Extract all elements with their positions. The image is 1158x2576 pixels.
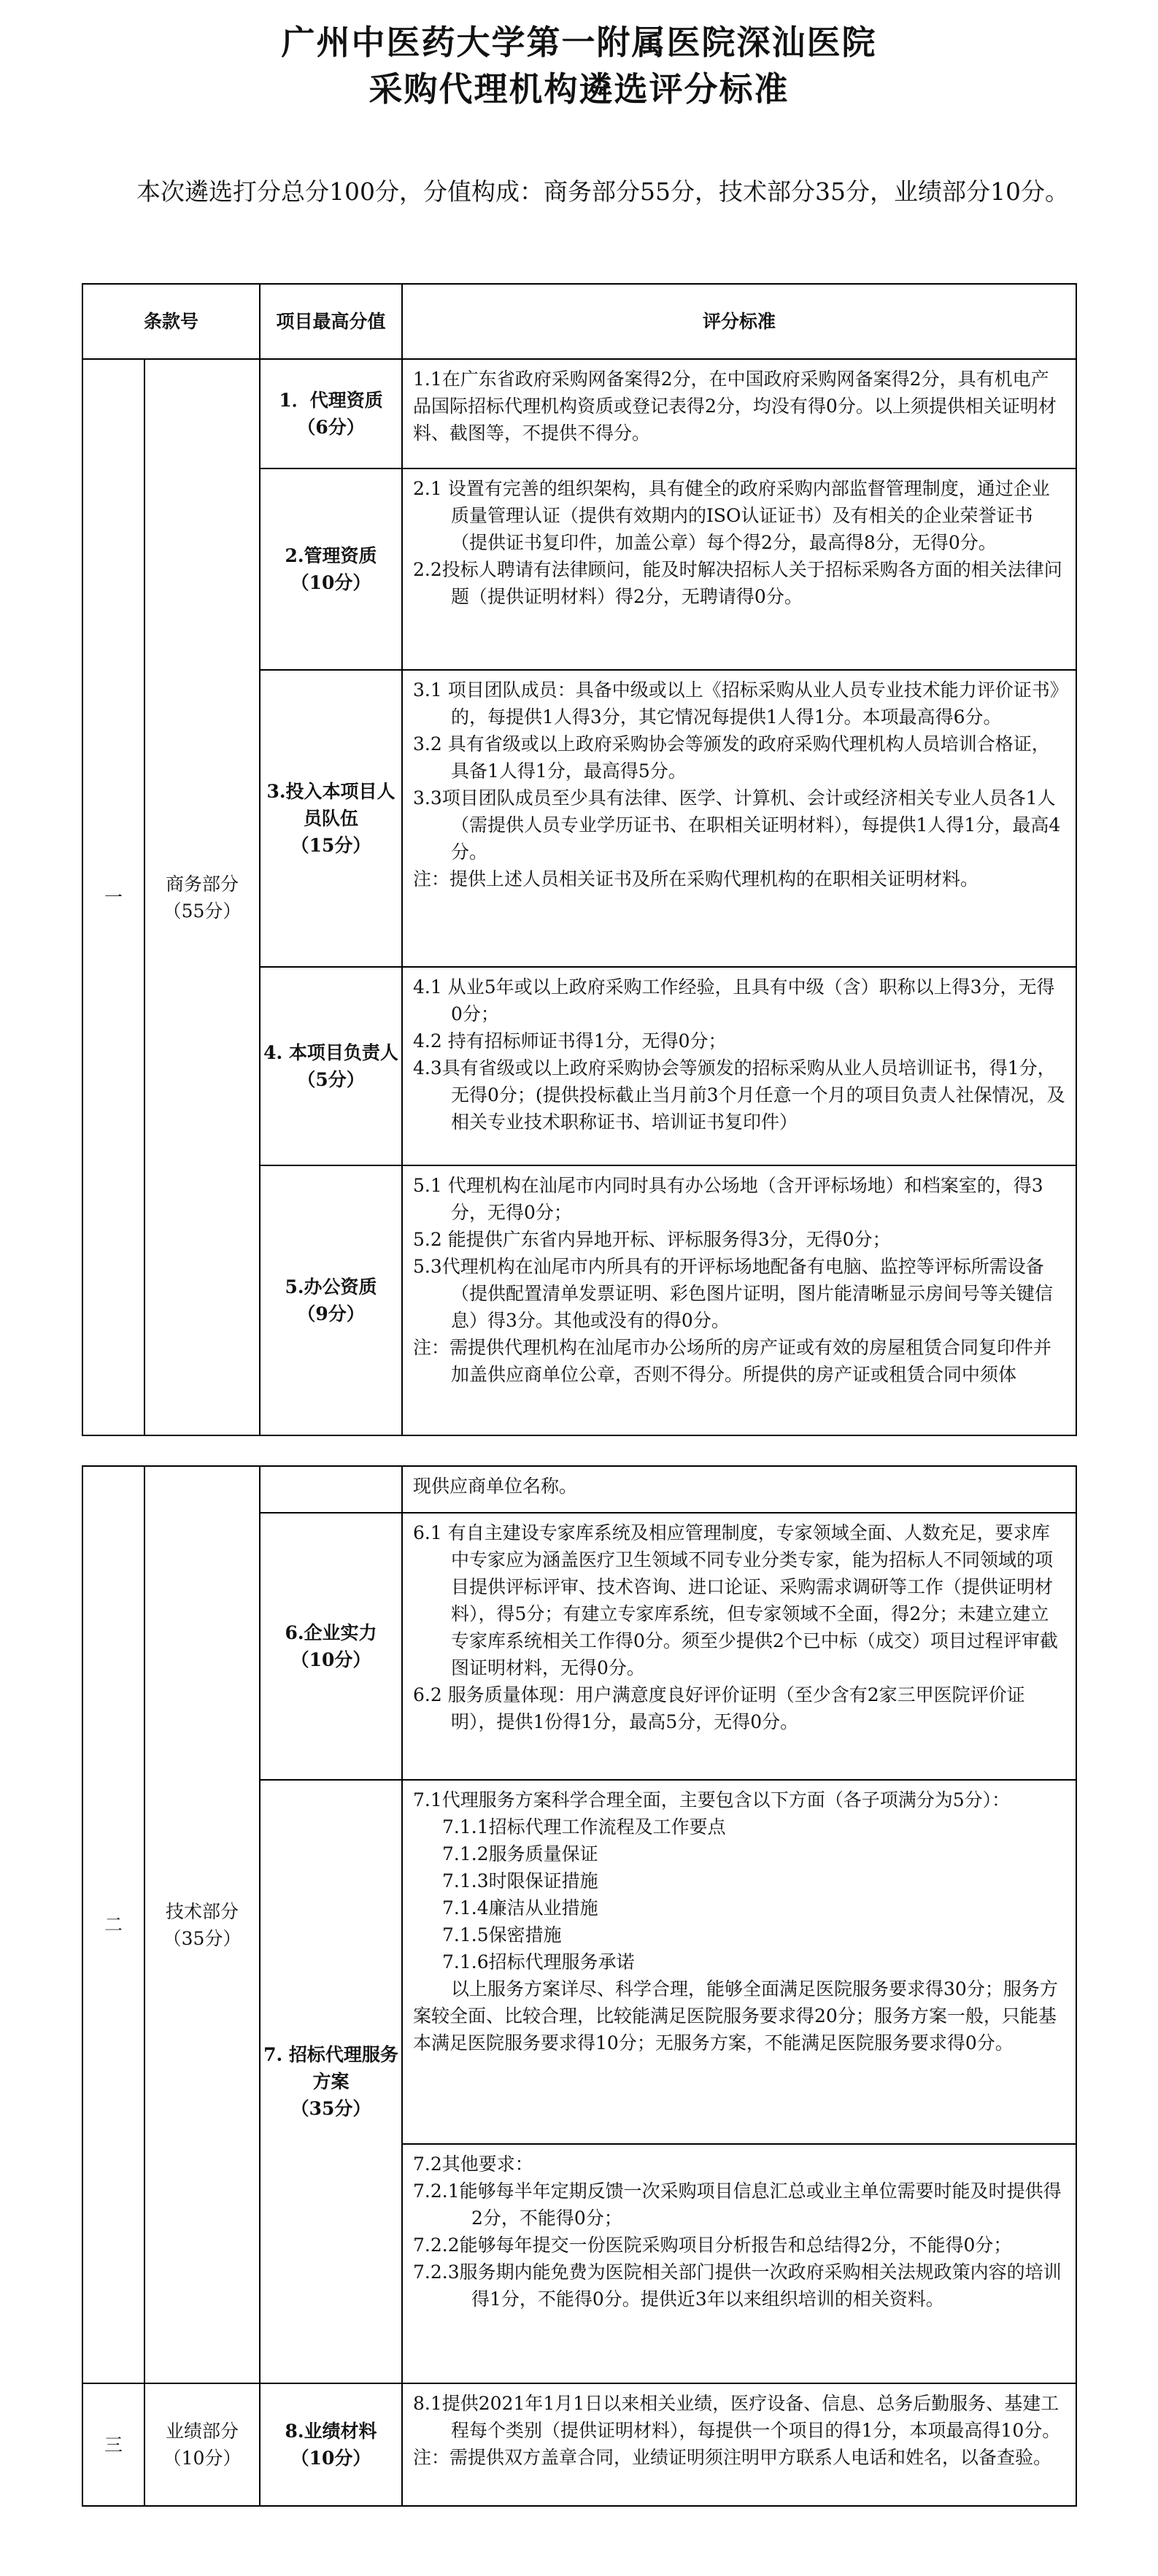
section2-score: （35分） xyxy=(163,1927,242,1949)
item3-cell xyxy=(260,670,402,967)
criteria-note: 注：需提供双方盖章合同，业绩证明须注明甲方联系人电话和姓名，以备查验。 xyxy=(413,2447,1052,2468)
section1-name: 商务部分 xyxy=(166,873,239,895)
header-item-max: 项目最高分值 xyxy=(260,284,402,359)
item5-name: 5.办公资质 xyxy=(285,1276,377,1297)
criteria-line: 以上服务方案详尽、科学合理，能够全面满足医院服务要求得30分；服务方案较全面、比较合理，比较能满足医院服务要求得20分；服务方案一般，只能基本满足医院服务要求得10分；无服务方案，不能满足医院服务要求得0分。 xyxy=(413,1978,1058,2054)
criteria-line: 现供应商单位名称。 xyxy=(413,1476,578,1497)
criteria-line: 5.1 代理机构在汕尾市内同时具有办公场地（含开评标场地）和档案室的，得3分，无得0分； xyxy=(413,1175,1043,1223)
section2-number: 二 xyxy=(82,1466,144,2383)
criteria-line: 3.3项目团队成员至少具有法律、医学、计算机、会计或经济相关专业人员各1人（需提供人员专业学历证书、在职相关证明材料），每提供1人得1分，最高4分。 xyxy=(413,787,1061,863)
criteria-line: 5.3代理机构在汕尾市内所具有的开评标场地配备有电脑、监控等评标所需设备（提供配置清单发票证明、彩色图片证明，图片能清晰显示房间号等关键信息）得3分。其他或没有的得0分。 xyxy=(413,1256,1054,1331)
document-title-line1: 广州中医药大学第一附属医院深汕医院 xyxy=(281,23,877,62)
item8-name: 8.业绩材料 xyxy=(285,2421,377,2442)
item6-criteria xyxy=(402,1513,1076,1780)
criteria-subitem: 7.1.6招标代理服务承诺 xyxy=(442,1951,635,1973)
item3-criteria xyxy=(402,670,1076,967)
criteria-subitem: 7.1.4廉洁从业措施 xyxy=(442,1897,598,1918)
item1-cell xyxy=(260,359,402,468)
item5-score: （9分） xyxy=(297,1303,365,1324)
criteria-subitem: 7.1.2服务质量保证 xyxy=(442,1843,598,1864)
criteria-line: 7.2其他要求： xyxy=(413,2153,533,2175)
criteria-line: 7.2.2能够每年提交一份医院采购项目分析报告和总结得2分，不能得0分； xyxy=(413,2234,1012,2256)
criteria-line: 7.2.1能够每半年定期反馈一次采购项目信息汇总或业主单位需要时能及时提供得2分，不能得0分； xyxy=(413,2180,1062,2229)
criteria-note: 注：提供上述人员相关证书及所在采购代理机构的在职相关证明材料。 xyxy=(413,868,979,890)
criteria-note: 注：需提供代理机构在汕尾市办公场所的房产证或有效的房屋租赁合同复印件并加盖供应商单位公章，否则不得分。所提供的房产证或租赁合同中须体 xyxy=(413,1337,1052,1385)
criteria-line: 2.1 设置有完善的组织架构，具有健全的政府采购内部监督管理制度，通过企业质量管理认证（提供有效期内的ISO认证证书）及有相关的企业荣誉证书（提供证书复印件，加盖公章）每个得2分，最高得8分，无得0分。 xyxy=(413,478,1050,553)
item4-name: 4. 本项目负责人（5分） xyxy=(263,1042,398,1090)
item8-criteria xyxy=(402,2383,1076,2506)
item8-cell xyxy=(260,2383,402,2506)
item6-name: 6.企业实力 xyxy=(285,1622,377,1643)
item7-cell xyxy=(260,1780,402,2383)
continuation-criteria xyxy=(402,1466,1076,1513)
criteria-line: 1.1在广东省政府采购网备案得2分，在中国政府采购网备案得2分，具有机电产品国际招标代理机构资质或登记表得2分，均没有得0分。以上须提供相关证明材料、截图等，不提供不得分。 xyxy=(413,369,1057,444)
criteria-subitem: 7.1.1招标代理工作流程及工作要点 xyxy=(442,1816,726,1837)
section3-name-cell xyxy=(144,2383,260,2506)
item8-score: （10分） xyxy=(290,2448,371,2469)
item2-score: （10分） xyxy=(290,572,371,593)
criteria-line: 4.1 从业5年或以上政府采购工作经验，且具有中级（含）职称以上得3分，无得0分； xyxy=(413,976,1055,1025)
section3-number: 三 xyxy=(82,2383,144,2506)
criteria-line: 3.1 项目团队成员：具备中级或以上《招标采购从业人员专业技术能力评价证书》的，每提供1人得3分，其它情况每提供1人得1分。本项最高得6分。 xyxy=(413,679,1059,728)
scoring-table-part2 xyxy=(82,1465,1077,2507)
section1-name-cell xyxy=(144,359,260,1435)
criteria-subitem: 7.1.5保密措施 xyxy=(442,1924,562,1946)
item3-score: （15分） xyxy=(290,835,371,856)
item5-cell xyxy=(260,1165,402,1435)
item6-cell xyxy=(260,1513,402,1780)
item6-score: （10分） xyxy=(290,1649,371,1670)
criteria-line: 3.2 具有省级或以上政府采购协会等颁发的政府采购代理机构人员培训合格证，具备1人得1分，最高得5分。 xyxy=(413,733,1050,782)
criteria-line: 7.2.3服务期内能免费为医院相关部门提供一次政府采购相关法规政策内容的培训得1分，不能得0分。提供近3年以来组织培训的相关资料。 xyxy=(413,2261,1062,2310)
header-criteria: 评分标准 xyxy=(402,284,1076,359)
item7-criteria-a xyxy=(402,1780,1076,2144)
criteria-line: 4.3具有省级或以上政府采购协会等颁发的招标采购从业人员培训证书，得1分，无得0分；(提供投标截止当月前3个月任意一个月的项目负责人社保情况，及相关专业技术职称证书、培训证书复印件） xyxy=(413,1057,1065,1133)
section3-score: （10分） xyxy=(163,2448,242,2469)
item1-name: 1．代理资质 xyxy=(279,390,383,411)
criteria-line: 8.1提供2021年1月1日以来相关业绩，医疗设备、信息、总务后勤服务、基建工程每个类别（提供证明材料），每提供一个项目的得1分，本项最高得10分。 xyxy=(413,2393,1061,2441)
intro-paragraph: 本次遴选打分总分100分，分值构成：商务部分55分，技术部分35分，业绩部分10分。 xyxy=(136,177,1069,206)
criteria-subitem: 7.1.3时限保证措施 xyxy=(442,1870,598,1891)
header-clause: 条款号 xyxy=(82,284,260,359)
criteria-line: 6.1 有自主建设专家库系统及相应管理制度，专家领域全面、人数充足，要求库中专家应为涵盖医疗卫生领域不同专业分类专家，能为招标人不同领域的项目提供评标评审、技术咨询、进口论证、采购需求调研等工作（提供证明材料），得5分；有建立专家库系统，但专家领域不全面，得2分；未建立建立专家库系统相关工作得0分。须至少提供2个已中标（成交）项目过程评审截图证明材料，无得0分。 xyxy=(413,1522,1058,1678)
item4-criteria xyxy=(402,967,1076,1165)
scoring-table-part1 xyxy=(82,283,1077,1436)
section2-name: 技术部分 xyxy=(165,1900,239,1922)
item7-score: （35分） xyxy=(290,2098,371,2119)
item7-criteria-b xyxy=(402,2144,1076,2383)
criteria-line: 5.2 能提供广东省内异地开标、评标服务得3分，无得0分； xyxy=(413,1229,891,1250)
section1-number: 一 xyxy=(82,359,144,1435)
criteria-line: 7.1代理服务方案科学合理全面，主要包含以下方面（各子项满分为5分）： xyxy=(413,1789,1011,1810)
criteria-line: 2.2投标人聘请有法律顾问，能及时解决招标人关于招标采购各方面的相关法律问题（提供证明材料）得2分，无聘请得0分。 xyxy=(413,559,1062,607)
section1-score: （55分） xyxy=(163,900,242,922)
item2-name: 2.管理资质 xyxy=(285,545,377,566)
item1-score: （6分） xyxy=(297,417,365,438)
section2-name-cell xyxy=(144,1466,260,2383)
item5-criteria xyxy=(402,1165,1076,1435)
item4-cell xyxy=(260,967,402,1165)
continuation-item-cell xyxy=(260,1466,402,1513)
criteria-line: 6.2 服务质量体现：用户满意度良好评价证明（至少含有2家三甲医院评价证明），提供1份得1分，最高5分，无得0分。 xyxy=(413,1684,1025,1732)
document-title-line2: 采购代理机构遴选评分标准 xyxy=(368,69,790,109)
item7-name: 7. 招标代理服务方案 xyxy=(263,2044,398,2092)
criteria-line: 4.2 持有招标师证书得1分，无得0分； xyxy=(413,1030,727,1052)
item2-cell xyxy=(260,468,402,670)
item1-criteria xyxy=(402,359,1076,468)
section3-name: 业绩部分 xyxy=(165,2421,239,2442)
item2-criteria xyxy=(402,468,1076,670)
item3-name: 3.投入本项目人员队伍 xyxy=(266,781,395,829)
